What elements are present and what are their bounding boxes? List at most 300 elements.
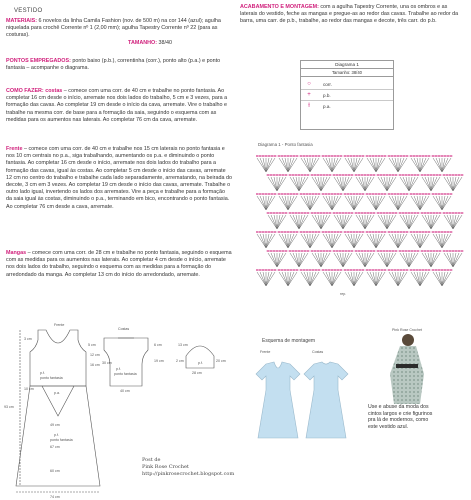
chain-mark	[267, 212, 269, 214]
stitch-line	[436, 196, 442, 210]
chain-mark	[369, 231, 371, 233]
chain-mark	[323, 212, 325, 214]
chain-mark	[425, 269, 427, 271]
chain-mark	[432, 193, 434, 195]
chain-mark	[373, 212, 375, 214]
chain-mark	[311, 250, 313, 252]
chain-mark	[370, 250, 372, 252]
chain-mark	[441, 155, 443, 157]
stitches-block	[6, 58, 232, 72]
chain-mark	[389, 250, 391, 252]
chain-mark	[369, 155, 371, 157]
chain-mark	[265, 231, 267, 233]
chain-mark	[322, 193, 324, 195]
chain-mark	[388, 193, 390, 195]
chain-mark	[318, 193, 320, 195]
stitch-line	[354, 272, 360, 286]
chain-mark	[362, 231, 364, 233]
stitch-line	[288, 196, 294, 210]
chain-mark	[417, 212, 419, 214]
size-label: TAMANHO:	[128, 39, 157, 46]
chain-mark	[375, 231, 377, 233]
chain-mark	[364, 250, 366, 252]
chain-mark	[410, 193, 412, 195]
chain-mark	[443, 174, 445, 176]
chain-mark	[298, 250, 300, 252]
chain-mark	[300, 155, 302, 157]
chain-mark	[435, 269, 437, 271]
assembly-back-dress	[304, 362, 348, 438]
photo-caption: Pink Rose Crochet	[392, 328, 422, 332]
chain-mark	[342, 174, 344, 176]
chain-mark	[414, 174, 416, 176]
chain-mark	[270, 174, 272, 176]
stitch-line	[332, 158, 338, 172]
chain-mark	[362, 193, 364, 195]
chain-mark	[340, 269, 342, 271]
chain-mark	[296, 269, 298, 271]
chain-mark	[339, 250, 341, 252]
diagram-title: Diagrama 1 - Ponto fantasia	[258, 142, 313, 147]
stitch-line	[370, 158, 376, 172]
chain-mark	[279, 212, 281, 214]
chain-mark	[353, 155, 355, 157]
chain-mark	[461, 174, 463, 176]
chain-mark	[449, 174, 451, 176]
dim-74: 74 cm	[50, 495, 60, 499]
legend-row-chain: ○ corr.	[301, 79, 393, 89]
stitch-line	[403, 215, 409, 229]
chain-mark	[422, 155, 424, 157]
stitch-line	[387, 215, 393, 229]
chain-mark	[432, 269, 434, 271]
chain-mark	[350, 193, 352, 195]
chain-mark	[395, 250, 397, 252]
chain-mark	[270, 212, 272, 214]
chain-mark	[402, 174, 404, 176]
chain-mark	[268, 193, 270, 195]
stitch-line	[326, 158, 332, 172]
chain-mark	[361, 174, 363, 176]
chain-mark	[441, 231, 443, 233]
stitch-line	[420, 196, 426, 210]
chain-mark	[367, 250, 369, 252]
chain-mark	[347, 231, 349, 233]
chain-mark	[273, 212, 275, 214]
skirt-pf-label: p.f.	[54, 433, 59, 437]
chain-mark	[435, 193, 437, 195]
chain-mark	[417, 174, 419, 176]
chain-mark	[419, 231, 421, 233]
chain-mark	[443, 212, 445, 214]
chain-mark	[455, 212, 457, 214]
stitch-line	[260, 234, 266, 248]
stitch-line	[271, 215, 277, 229]
dim-10: 10 cm	[24, 387, 34, 391]
chain-mark	[432, 231, 434, 233]
chain-mark	[271, 155, 273, 157]
chain-mark	[375, 155, 377, 157]
stitch-line	[436, 158, 442, 172]
chain-mark	[402, 212, 404, 214]
chain-mark	[441, 193, 443, 195]
stitch-line	[381, 177, 387, 191]
chain-mark	[256, 155, 258, 157]
chain-mark	[430, 174, 432, 176]
chain-mark	[301, 212, 303, 214]
stitch-line	[277, 215, 283, 229]
stitch-line	[277, 253, 283, 267]
stitch-line	[288, 234, 294, 248]
chain-mark	[295, 212, 297, 214]
chain-mark	[292, 212, 294, 214]
chain-mark	[318, 155, 320, 157]
stitch-line	[392, 272, 398, 286]
stitch-line	[425, 215, 431, 229]
chain-mark	[378, 231, 380, 233]
chain-mark	[339, 212, 341, 214]
stitch-line	[376, 196, 382, 210]
chain-mark	[340, 155, 342, 157]
stitch-line	[414, 158, 420, 172]
chain-mark	[403, 231, 405, 233]
chain-mark	[336, 212, 338, 214]
stitch-line	[376, 272, 382, 286]
stitch-line	[442, 272, 448, 286]
chain-mark	[262, 231, 264, 233]
chain-mark	[342, 250, 344, 252]
chain-mark	[372, 231, 374, 233]
chain-mark	[369, 269, 371, 271]
chain-mark	[287, 231, 289, 233]
chain-mark	[337, 155, 339, 157]
chain-mark	[296, 231, 298, 233]
chain-mark	[377, 212, 379, 214]
chain-mark	[450, 231, 452, 233]
chain-mark	[315, 269, 317, 271]
chain-mark	[289, 250, 291, 252]
finishing-label: ACABAMENTO E MONTAGEM:	[240, 4, 319, 10]
chain-mark	[301, 174, 303, 176]
stitch-legend	[300, 60, 394, 130]
stitch-line	[354, 196, 360, 210]
dim-20: 20 cm	[216, 359, 226, 363]
stitch-line	[304, 196, 310, 210]
chain-mark	[359, 231, 361, 233]
chain-mark	[325, 193, 327, 195]
dim-16: 16 cm	[90, 363, 100, 367]
legend-row-double: ƚ p.a.	[301, 100, 393, 111]
stitch-line	[271, 253, 277, 267]
chain-mark	[328, 155, 330, 157]
chain-mark	[419, 155, 421, 157]
chain-mark	[400, 155, 402, 157]
dim-12: 12 cm	[90, 353, 100, 357]
chain-mark	[461, 212, 463, 214]
chain-mark	[422, 269, 424, 271]
chain-mark	[301, 250, 303, 252]
chain-mark	[293, 155, 295, 157]
chain-mark	[325, 231, 327, 233]
chain-mark	[373, 174, 375, 176]
stitch-line	[414, 196, 420, 210]
stitch-line	[337, 177, 343, 191]
stitch-line	[293, 215, 299, 229]
chain-mark	[446, 250, 448, 252]
single-crochet-icon: +	[307, 92, 311, 98]
chain-mark	[350, 231, 352, 233]
sleeves-label: Mangas	[6, 250, 27, 256]
chain-mark	[348, 250, 350, 252]
stitch-line	[332, 234, 338, 248]
stitch-line	[398, 158, 404, 172]
chain-mark	[334, 155, 336, 157]
chain-mark	[359, 193, 361, 195]
chain-mark	[389, 212, 391, 214]
chain-mark	[428, 155, 430, 157]
chain-mark	[306, 155, 308, 157]
chain-mark	[256, 193, 258, 195]
stitch-line	[425, 253, 431, 267]
chain-mark	[359, 269, 361, 271]
chain-mark	[438, 269, 440, 271]
chain-mark	[315, 231, 317, 233]
materials-text: 6 novelos da linha Camila Fashion (nov. de 500 m) na cor 144 (azul); agulha niquelada para crochê Corrente nº 1 (2,00 mm); agulha Tapestry Corrente nº 22 (para as costuras).	[6, 18, 221, 39]
stitch-line	[266, 158, 272, 172]
stitch-line	[348, 196, 354, 210]
chain-mark	[402, 250, 404, 252]
chain-mark	[391, 155, 393, 157]
stitch-line	[398, 234, 404, 248]
chain-mark	[351, 174, 353, 176]
stitch-line	[420, 158, 426, 172]
chain-mark	[421, 250, 423, 252]
stitch-line	[387, 253, 393, 267]
chain-mark	[356, 155, 358, 157]
chain-mark	[337, 231, 339, 233]
chain-mark	[317, 250, 319, 252]
stitch-line	[392, 158, 398, 172]
chain-mark	[384, 269, 386, 271]
stitch-line	[409, 253, 415, 267]
stitch-line	[337, 215, 343, 229]
chain-mark	[323, 174, 325, 176]
chain-mark	[353, 193, 355, 195]
chain-mark	[300, 269, 302, 271]
stitch-line	[348, 234, 354, 248]
chain-mark	[378, 193, 380, 195]
chain-mark	[300, 231, 302, 233]
stitch-line	[376, 234, 382, 248]
stitch-line	[304, 234, 310, 248]
dim-3: 3 cm	[24, 337, 32, 341]
diagram-repeat-label: rep.	[340, 292, 347, 296]
chain-mark	[424, 250, 426, 252]
chain-mark	[447, 269, 449, 271]
stitch-line	[365, 253, 371, 267]
stitch-line	[431, 215, 437, 229]
chain-mark	[331, 231, 333, 233]
chain-mark	[438, 193, 440, 195]
stitch-line	[420, 272, 426, 286]
chain-mark	[273, 174, 275, 176]
dim-67: 67 cm	[50, 445, 60, 449]
chain-mark	[312, 231, 314, 233]
chain-mark	[285, 250, 287, 252]
chain-mark	[270, 250, 272, 252]
chain-mark	[414, 250, 416, 252]
dim-6: 6 cm	[154, 343, 162, 347]
stitch-line	[282, 196, 288, 210]
materials-block	[6, 18, 232, 47]
legend-row-single: + p.b.	[301, 89, 393, 100]
chain-mark	[268, 231, 270, 233]
credit-line-2: Pink Rose Crochet	[142, 464, 189, 470]
stitch-line	[310, 158, 316, 172]
chain-mark	[331, 269, 333, 271]
chain-mark	[284, 269, 286, 271]
chain-mark	[333, 212, 335, 214]
chain-mark	[424, 174, 426, 176]
chain-mark	[320, 174, 322, 176]
chain-mark	[274, 231, 276, 233]
chain-mark	[392, 174, 394, 176]
chain-mark	[262, 155, 264, 157]
credit-line-3[interactable]: http://pinkrosecrochet.blogspot.com	[142, 471, 235, 477]
assembly-back-label: Costas	[312, 350, 324, 354]
stitch-line	[370, 196, 376, 210]
chain-mark	[256, 269, 258, 271]
chain-mark	[351, 250, 353, 252]
chain-mark	[383, 250, 385, 252]
chain-mark	[419, 269, 421, 271]
schematic-back-label: Costas	[118, 327, 130, 331]
chain-mark	[450, 193, 452, 195]
chain-mark	[439, 212, 441, 214]
stitch-line	[266, 234, 272, 248]
chain-mark	[421, 212, 423, 214]
chain-mark	[458, 212, 460, 214]
stitch-line	[453, 215, 459, 229]
chain-mark	[444, 155, 446, 157]
how-to-block	[6, 88, 232, 124]
chain-mark	[419, 193, 421, 195]
chain-mark	[361, 250, 363, 252]
chain-mark	[326, 212, 328, 214]
dim-30: 30 cm	[102, 361, 112, 365]
chain-mark	[384, 193, 386, 195]
front-pf-fantasia-label: ponto fantasia	[40, 376, 63, 380]
stitch-line	[282, 272, 288, 286]
chain-mark	[394, 231, 396, 233]
chain-mark	[378, 269, 380, 271]
chain-mark	[433, 174, 435, 176]
chain-mark	[300, 193, 302, 195]
chain-mark	[416, 269, 418, 271]
chain-mark	[320, 212, 322, 214]
chain-mark	[366, 231, 368, 233]
chain-mark	[328, 231, 330, 233]
chain-mark	[259, 269, 261, 271]
stitch-line	[447, 253, 453, 267]
stitch-line	[453, 253, 459, 267]
chain-mark	[455, 250, 457, 252]
chain-mark	[336, 250, 338, 252]
chain-mark	[351, 212, 353, 214]
chain-mark	[276, 174, 278, 176]
chain-mark	[458, 174, 460, 176]
model-head	[402, 334, 414, 346]
chain-mark	[271, 231, 273, 233]
stitch-line	[332, 196, 338, 210]
chain-mark	[298, 212, 300, 214]
assembly-front-label: Frente	[260, 350, 271, 354]
chain-mark	[290, 193, 292, 195]
stitch-line	[414, 272, 420, 286]
chain-mark	[427, 174, 429, 176]
stitch-line	[348, 272, 354, 286]
chain-mark	[392, 212, 394, 214]
chain-mark	[259, 193, 261, 195]
chain-mark	[279, 174, 281, 176]
stitch-line	[387, 177, 393, 191]
chain-mark	[281, 269, 283, 271]
chain-mark	[289, 174, 291, 176]
chain-mark	[397, 269, 399, 271]
chain-mark	[449, 250, 451, 252]
chain-mark	[314, 212, 316, 214]
stitch-line	[359, 215, 365, 229]
chain-mark	[334, 269, 336, 271]
dim-19: 19 cm	[154, 359, 164, 363]
stitch-line	[326, 272, 332, 286]
stitch-line	[370, 234, 376, 248]
credit-line-1: Post de	[142, 457, 161, 463]
chain-mark	[436, 212, 438, 214]
chain-mark	[259, 231, 261, 233]
stitch-line	[425, 177, 431, 191]
chain-mark	[391, 231, 393, 233]
chain-mark	[312, 193, 314, 195]
stitch-line	[442, 158, 448, 172]
chain-mark	[367, 174, 369, 176]
chain-mark	[355, 212, 357, 214]
stitch-line	[288, 272, 294, 286]
stitch-line	[392, 234, 398, 248]
chain-mark	[267, 250, 269, 252]
chain-mark	[413, 155, 415, 157]
chain-mark	[295, 250, 297, 252]
chain-mark	[408, 174, 410, 176]
chain-mark	[443, 250, 445, 252]
stitch-line	[310, 196, 316, 210]
front-block	[6, 146, 232, 211]
stitch-line	[343, 253, 349, 267]
chain-mark	[452, 212, 454, 214]
chain-mark	[386, 212, 388, 214]
chain-mark	[421, 174, 423, 176]
chain-mark	[444, 193, 446, 195]
chain-mark	[322, 155, 324, 157]
front-pa-label: p.a.	[54, 391, 60, 395]
chain-mark	[364, 174, 366, 176]
chain-mark	[405, 250, 407, 252]
chain-mark	[439, 174, 441, 176]
back-pf-label: p.f.	[116, 367, 121, 371]
chain-mark	[287, 155, 289, 157]
chain-mark	[267, 174, 269, 176]
chain-mark	[278, 193, 280, 195]
